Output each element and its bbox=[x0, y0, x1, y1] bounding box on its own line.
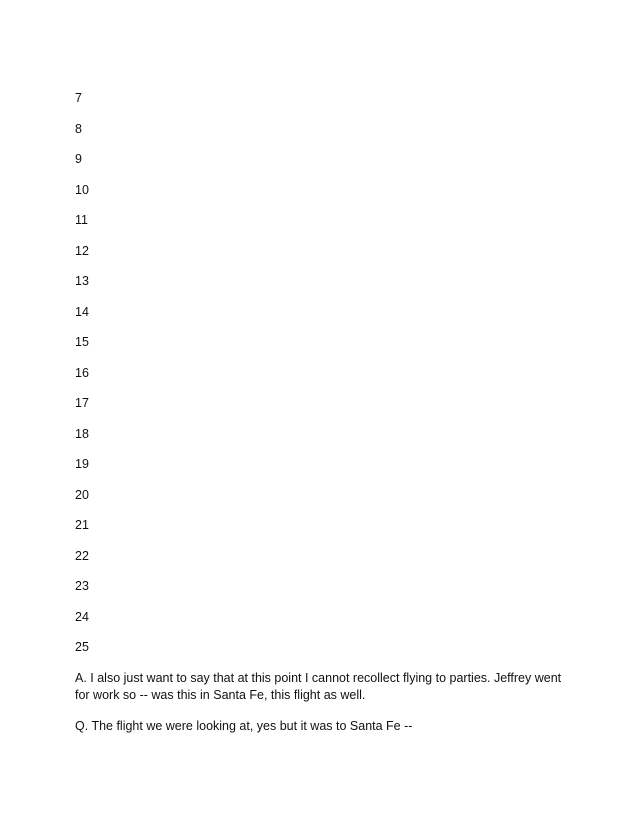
line-number: 7 bbox=[75, 91, 82, 105]
line-number: 14 bbox=[75, 304, 89, 319]
line-number: 23 bbox=[75, 579, 89, 593]
line-number: 15 bbox=[75, 335, 89, 349]
line-number-column bbox=[75, 91, 89, 671]
line-number: 8 bbox=[75, 121, 82, 136]
line-number: 20 bbox=[75, 487, 89, 502]
line-number: 18 bbox=[75, 426, 89, 441]
line-number: 13 bbox=[75, 274, 89, 288]
answer-paragraph: A. I also just want to say that at this point I cannot recollect flying to parties. Jeffrey went for work so -- was this in Santa Fe, this flight as well. bbox=[75, 671, 562, 702]
line-number: 12 bbox=[75, 243, 89, 258]
line-number: 22 bbox=[75, 548, 89, 563]
line-number: 24 bbox=[75, 609, 89, 624]
line-number: 11 bbox=[75, 213, 88, 227]
line-number: 16 bbox=[75, 365, 89, 380]
line-number: 10 bbox=[75, 182, 89, 197]
line-number: 19 bbox=[75, 457, 89, 471]
line-number: 21 bbox=[75, 518, 89, 532]
line-number: 9 bbox=[75, 152, 82, 166]
line-number: 25 bbox=[75, 640, 89, 654]
question-paragraph: Q. The flight we were looking at, yes but it was to Santa Fe -- bbox=[75, 719, 413, 733]
line-number: 17 bbox=[75, 396, 89, 410]
